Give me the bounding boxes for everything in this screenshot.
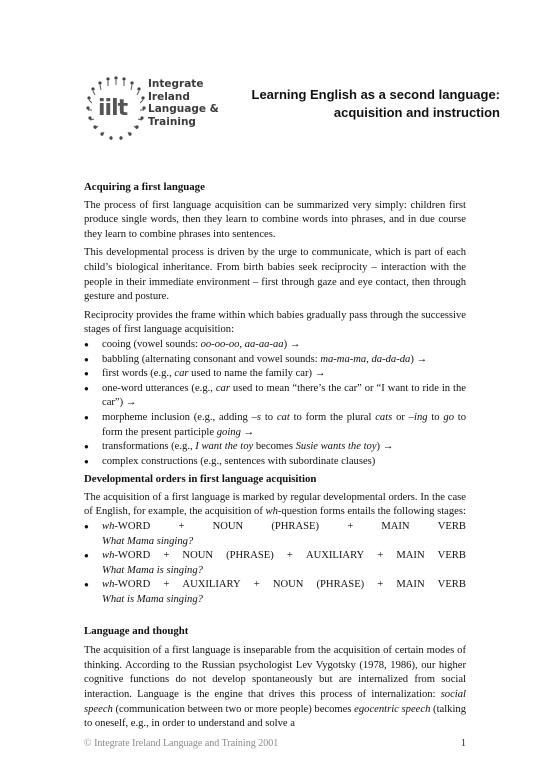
paragraph: The acquisition of a first language is marked by regular developmental orders. In the case of English, for example, the acquisition of wh-question forms entails the following stages: xyxy=(84,491,466,518)
paragraph: The process of first language acquisition can be summarized very simply: children first produce single words, then they learn to combine words into phrases, and in due course they learn to combine phrases into sentences. xyxy=(84,199,466,240)
list-item: ● babbling (alternating consonant and vowel sounds: ma-ma-ma, da-da-da) → xyxy=(84,353,466,368)
page-footer xyxy=(84,738,466,749)
section-heading: Acquiring a first language xyxy=(84,181,205,193)
list-item: ● one-word utterances (e.g., car used to mean “there’s the car” or “I want to ride in the car”) → xyxy=(84,382,466,411)
list-item: ● cooing (vowel sounds: oo-oo-oo, aa-aa-aa) → xyxy=(84,338,466,353)
section-heading: Language and thought xyxy=(84,624,189,637)
page-number: 1 xyxy=(461,738,466,749)
logo-wordmark: iilt xyxy=(98,96,128,121)
paragraph: The acquisition of a first language is inseparable from the acquisition of certain modes of thinking. According to the Russian psychologist Lev Vygotsky (1978, 1986), our higher cognitive functions do not develop spontaneously but are internalized from social interaction. Language is the engine that drives this process of internalization: social speech (communication between two or more people) becomes egocentric speech (talking to oneself, e.g., in order to understand and solve a xyxy=(84,645,466,730)
wh-stages-list xyxy=(84,520,466,608)
copyright: © Integrate Ireland Language and Training 2001 xyxy=(84,738,279,749)
example: What Mama is singing? xyxy=(102,564,203,576)
section-acquiring xyxy=(84,180,466,732)
example: What Mama singing? xyxy=(102,535,194,547)
section-heading: Developmental orders in first language acquisition xyxy=(84,473,317,486)
stages-list xyxy=(84,338,466,469)
list-item: ● transformations (e.g., I want the toy becomes Susie wants the toy) → xyxy=(84,440,466,455)
paragraph: This developmental process is driven by the urge to communicate, which is part of each child’s biological inheritance. From birth babies seek reciprocity – interaction with the people in their immediate environment – first through gaze and eye contact, then through gesture and posture. xyxy=(84,247,466,303)
list-item: ● first words (e.g., car used to name the family car) → xyxy=(84,367,466,382)
list-item: ● wh-WORD + NOUN (PHRASE) + MAIN VERB What Mama singing? xyxy=(84,520,466,549)
list-item: ● wh-WORD + AUXILIARY + NOUN (PHRASE) + MAIN VERB What is Mama singing? xyxy=(84,578,466,607)
list-item: ● wh-WORD + NOUN (PHRASE) + AUXILIARY + MAIN VERB What Mama is singing? xyxy=(84,549,466,578)
list-item: ● morpheme inclusion (e.g., adding –s to cat to form the plural cats or –ing to go to form the present participle going → xyxy=(84,411,466,440)
document-title: Learning English as a second language: acquisition and instruction xyxy=(251,87,500,120)
paragraph: Reciprocity provides the frame within which babies gradually pass through the successive stages of first language acquisition: xyxy=(84,309,466,336)
logo-text: Integrate Ireland Language & Training xyxy=(148,78,219,128)
example: What is Mama singing? xyxy=(102,594,203,606)
iilt-logo xyxy=(84,74,219,144)
list-item: ● complex constructions (e.g., sentences with subordinate clauses) xyxy=(84,455,466,470)
